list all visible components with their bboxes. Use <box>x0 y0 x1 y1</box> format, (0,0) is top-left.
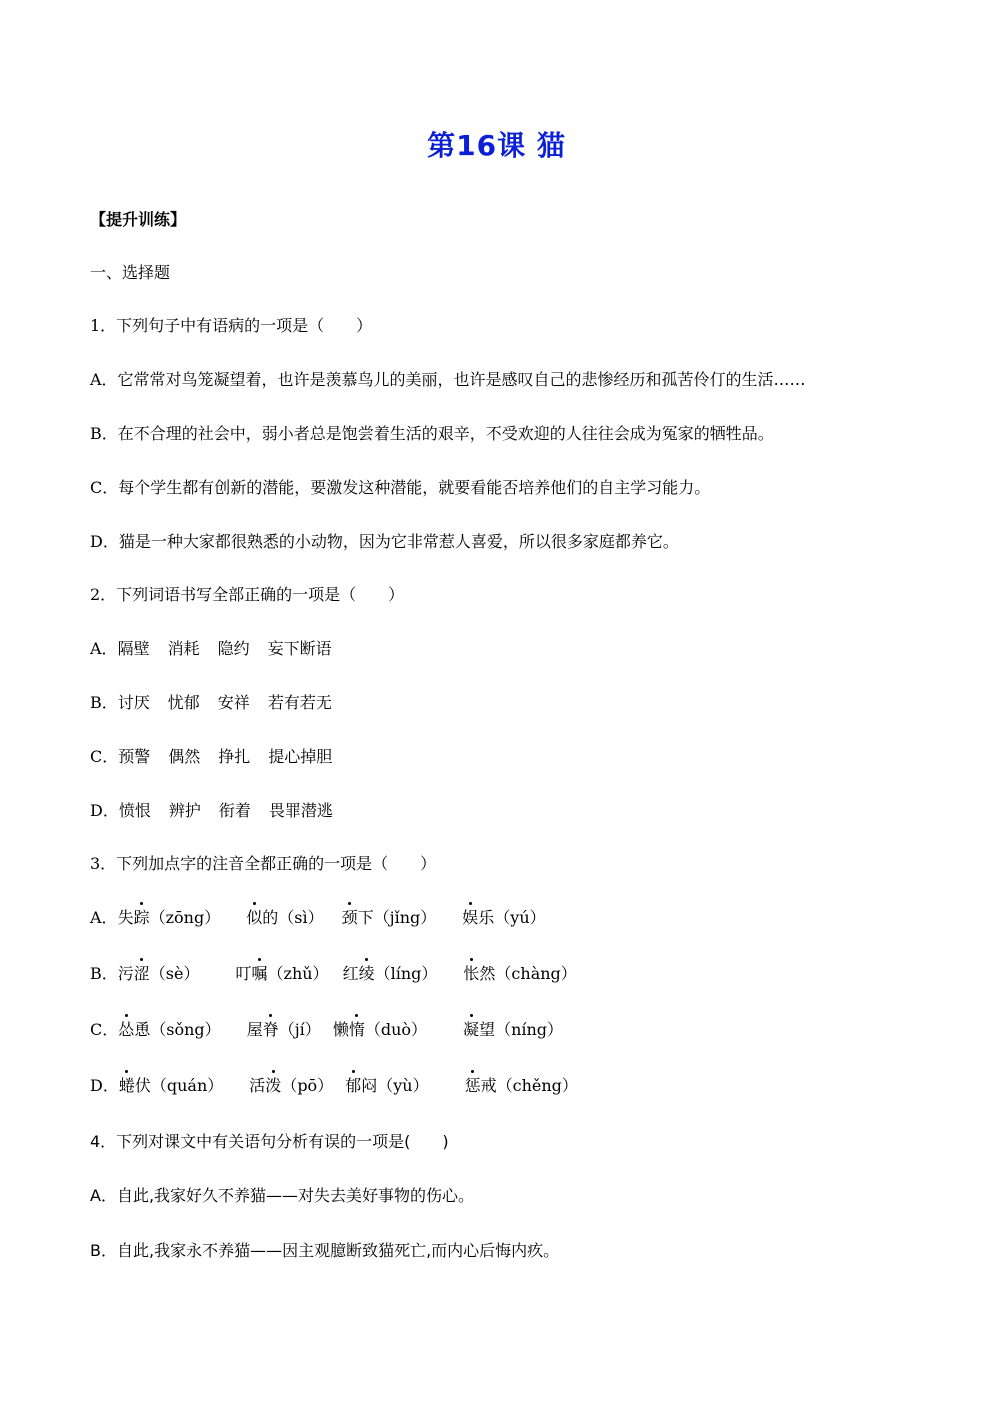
question-3-option-d <box>90 1073 578 1099</box>
pinyin-item: 懒惰（duò） <box>333 1017 427 1043</box>
pinyin: （jí） <box>278 1020 321 1039</box>
dotted-char: 怂 <box>118 1017 134 1043</box>
option-word: 隐约 <box>217 639 250 658</box>
pinyin-item: 凝望（níng） <box>463 1017 563 1043</box>
dotted-char: 踪 <box>134 905 150 931</box>
option-word: 安祥 <box>217 693 250 712</box>
option-letter: A． <box>90 639 118 658</box>
pinyin-item: 怅然（chàng） <box>463 961 576 987</box>
pinyin: （sè） <box>149 964 200 983</box>
dotted-char: 惩 <box>465 1073 481 1099</box>
option-letter: C． <box>90 747 119 766</box>
pinyin-item: 污涩（sè） <box>118 961 200 987</box>
option-word: 忧郁 <box>167 693 200 712</box>
dotted-char: 惰 <box>349 1017 365 1043</box>
question-4-option-b: B．自此,我家永不养猫——因主观臆断致猫死亡,而内心后悔内疚。 <box>90 1241 560 1260</box>
question-1-stem: 1．下列句子中有语病的一项是（ ） <box>90 316 373 335</box>
question-3-option-c <box>90 1017 563 1043</box>
option-word: 隔壁 <box>117 639 150 658</box>
option-word: 挣扎 <box>218 747 251 766</box>
section-label: 【提升训练】 <box>90 210 187 229</box>
question-3-option-b <box>90 961 577 987</box>
question-2-option-c <box>90 744 332 770</box>
pinyin-item: 郁闷（yù） <box>345 1073 428 1099</box>
pinyin-item: 失踪（zōng） <box>118 905 221 931</box>
pinyin: （pō） <box>281 1076 334 1095</box>
dotted-char: 嘱 <box>252 961 268 987</box>
pinyin: （duò） <box>364 1020 428 1039</box>
dotted-char: 颈 <box>342 905 358 931</box>
pinyin-item: 屋脊（jí） <box>247 1017 321 1043</box>
question-3-option-a <box>90 905 546 931</box>
option-word: 讨厌 <box>117 693 150 712</box>
pinyin-item: 颈下（jǐng） <box>342 905 437 931</box>
question-1-option-c: C．每个学生都有创新的潜能，要激发这种潜能，就要看能否培养他们的自主学习能力。 <box>90 478 711 497</box>
pinyin: （chěng） <box>496 1076 578 1095</box>
pinyin-item: 娱乐（yú） <box>462 905 545 931</box>
pinyin-item: 似的（sì） <box>246 905 323 931</box>
option-letter: A． <box>90 908 118 927</box>
question-4-option-a: A．自此,我家好久不养猫——对失去美好事物的伤心。 <box>90 1186 475 1205</box>
question-1-option-a: A．它常常对鸟笼凝望着，也许是羡慕鸟儿的美丽，也许是感叹自己的悲惨经历和孤苦伶仃的生活…… <box>90 370 806 389</box>
question-2-stem: 2．下列词语书写全部正确的一项是（ ） <box>90 585 405 604</box>
pinyin: （yú） <box>494 908 546 927</box>
pinyin-item: 怂恿（sǒng） <box>118 1017 220 1043</box>
pinyin: （quán） <box>150 1076 224 1095</box>
pinyin: （zhǔ） <box>267 964 329 983</box>
pinyin: （níng） <box>495 1020 564 1039</box>
dotted-char: 涩 <box>134 961 150 987</box>
option-word: 预警 <box>118 747 151 766</box>
dotted-char: 郁 <box>345 1073 361 1099</box>
option-letter: D． <box>90 1076 119 1095</box>
option-word: 偶然 <box>168 747 201 766</box>
option-word: 畏罪潜逃 <box>268 801 333 820</box>
question-2-option-a <box>90 636 332 662</box>
dotted-char: 绫 <box>359 961 375 987</box>
question-1-option-b: B．在不合理的社会中，弱小者总是饱尝着生活的艰辛，不受欢迎的人往往会成为冤家的牺牲品。 <box>90 424 774 443</box>
question-1-option-d: D．猫是一种大家都很熟悉的小动物，因为它非常惹人喜爱，所以很多家庭都养它。 <box>90 532 679 551</box>
pinyin-item: 红绫（líng） <box>343 961 438 987</box>
pinyin-item: 蜷伏（quán） <box>119 1073 223 1099</box>
option-word: 若有若无 <box>267 693 332 712</box>
pinyin-item: 惩戒（chěng） <box>465 1073 578 1099</box>
option-word: 妄下断语 <box>267 639 332 658</box>
option-letter: C． <box>90 1020 119 1039</box>
question-2-option-d <box>90 798 333 824</box>
dotted-char: 怅 <box>463 961 479 987</box>
dotted-char: 凝 <box>463 1017 479 1043</box>
question-2-option-b <box>90 690 332 716</box>
option-word: 衔着 <box>218 801 251 820</box>
pinyin: （sì） <box>278 908 324 927</box>
pinyin-item: 叮嘱（zhǔ） <box>235 961 328 987</box>
pinyin: （yù） <box>377 1076 429 1095</box>
dotted-char: 脊 <box>263 1017 279 1043</box>
question-3-stem: 3．下列加点字的注音全都正确的一项是（ ） <box>90 854 437 873</box>
option-word: 提心掉胆 <box>268 747 333 766</box>
pinyin: （sǒng） <box>150 1020 221 1039</box>
option-letter: B． <box>90 693 118 712</box>
pinyin: （zōng） <box>149 908 221 927</box>
pinyin: （chàng） <box>495 964 577 983</box>
pinyin: （jǐng） <box>373 908 437 927</box>
part-heading: 一、选择题 <box>90 263 171 282</box>
option-word: 愤恨 <box>118 801 151 820</box>
dotted-char: 蜷 <box>119 1073 135 1099</box>
pinyin-item: 活泼（pō） <box>249 1073 333 1099</box>
option-word: 消耗 <box>167 639 200 658</box>
option-word: 辨护 <box>168 801 201 820</box>
question-4-stem: 4．下列对课文中有关语句分析有误的一项是( ) <box>90 1132 449 1151</box>
dotted-char: 娱 <box>462 905 478 931</box>
dotted-char: 泼 <box>265 1073 281 1099</box>
page-title: 第16课 猫 <box>427 129 566 162</box>
pinyin: （líng） <box>374 964 438 983</box>
option-letter: B． <box>90 964 118 983</box>
option-letter: D． <box>90 801 119 820</box>
dotted-char: 似 <box>246 905 262 931</box>
